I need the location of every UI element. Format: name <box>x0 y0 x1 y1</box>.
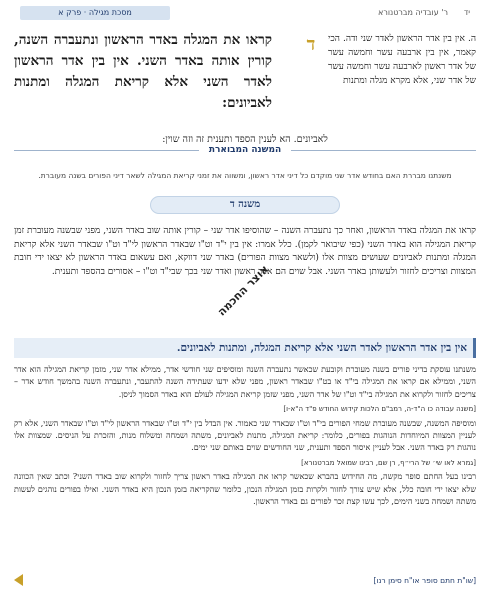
explained-mishna <box>14 225 476 279</box>
watermark-stamp: אוצר החכמה <box>215 262 272 319</box>
commentary-continuation: לאביונים. הא לענין הספד ותענית זה וזה שוין: <box>162 134 328 145</box>
mishna-letter: ד <box>306 34 316 55</box>
commentary <box>14 364 476 510</box>
commentary-paragraph: רבינו בעל החתם סופר מקשה, מה החידוש בהברא שכאשר קראו את המגילה באדר ראשון צריך לחזור ולקרוא שוב באדר השני? וכתב שאין הכוונה שלא יצאו ידי חובה כלל, אלא שיש צורך לחזור ולקרות בזמן המגילה הנכון, כלומר שהקריאה בזמן הנכון היא באדר השני. ואילו בפורים נוהגים לעשות משתה ושמחה בשני הימים, לכך עשו קצת זכר לפורים גם באדר הראשון. <box>14 472 476 507</box>
explained-paragraph: קראו את המגלה באדר הראשון, ואחר כך נתעברה השנה – שהוסיפו אדר שני – קורין אותה שוב באדר השני, מפני שבשנה מעוברת זמן קריאת המגילה הוא באדר השני (כפי שיבואר לקמן). כלל אמרו: אין בין י"ד וט"ו שבאדר הראשון לי"ד וט"ו שבאדר השני אלא קריאת המגלה ומתנות לאביונים שעושים מצוות אלו (ולשאר מצוות הפורים) באדר שני דווקא, ואם עשאום באדר הראשון לא יצאו ידי חובת המצוות וצריכים לחזור ולעשותן באדר השני. אבל שוים הם אדר ראשון ואדר שני בכך שבי"ד וט"ו – אסורים בהספד ותענית. <box>14 226 476 277</box>
section-intro: משנתנו מבררת האם בחודש אדר שני מוקדם כל דיני אדר ראשון, ומשווה את זמני קריאת המגילה לשאר דיני הפורים בשנה מעוברת. <box>38 171 452 180</box>
mishna-number-label: משנה ד <box>150 196 340 214</box>
section-title: המשנה המבוארת <box>208 145 282 155</box>
source-reference: [משנה עבודה כו ה"ד-ה, רמב"ם הלכות קידוש החודש פ"ד ה"א-ו] <box>283 405 476 414</box>
page-number: יד <box>463 8 470 17</box>
tractate-label: מסכת מגילה · פרק א <box>20 6 170 20</box>
ornament-line-right <box>291 150 476 151</box>
commentator-name: ר' עובדיה מברטנורא <box>377 8 448 17</box>
section-ornament <box>14 142 476 158</box>
source-reference: [גמרא לאו שי׳ של הרי״ף, רן שם, רבינו שמואל מברטנורא] <box>301 458 476 467</box>
bartenura-commentary: ה. אין בין אדר הראשון לאדר שני ודה. הכי קאמר, אין בין ארבעה עשר וחמשה עשר של אדר ראשון לארבעה עשר וחמשה עשר של אדר שני, אלא מקרא מגלה ומתנות <box>328 34 476 86</box>
commentary-paragraph: ומוסיפה המשנה, שבשנה מעוברת שמחי הפורים בי"ד וט"ו שבאדר שני כאמור. אין הבדל בין י"ד וט"ו שבאדר הראשון לי"ד וט"ו שבאדר השני, אלא רק לעניין המצוות המיוחדות הנוהגות בפורים, כלומר: קריאת המגילה, מתנות לאביונים, משתה ושמחה ומשלוח מנות, והזכרת על הניסים. שמצוות אלו נוהגות רק באדר השני. אבל לעניין איסור הספד ותענית, שני החודשים שוים באותם שני ימים. <box>14 418 476 453</box>
commentary-paragraph: משנתנו עוסקת בדיני פורים בשנה מעוברת וקובעת שכאשר נתעברה השנה ומוסיפים שני חודשי אדר, ממילא אדר שני, מזמן קריאת המגילה הוא אדר השני, וממילא אם קראו את המגילה בי"ד או בט"ו שבאדר ראשון, מפני שלא ידעו שעתידה השנה להתעבר, ונתעברה השנה בהמשך חודש אדר – צריכים לחזור ולקרוא את המגילה בי"ד וט"ו של אדר השני, מפני שזמן קריאת המגילה לעולם הוא באדר הסמוך לניסן. <box>14 365 476 399</box>
running-header <box>20 6 470 22</box>
page-arrow-icon <box>14 574 23 586</box>
mishna-text: קראו את המגלה באדר הראשון ונתעברה השנה, קורין אותה באדר השני. אין בין אדר הראשון לאדר השני אלא קריאת המגלה ומתנות לאביונים: <box>14 32 272 111</box>
highlight-heading: אין בין אדר הראשון לאדר השני אלא קריאת המגלה, ומתנות לאביונים. <box>14 338 476 358</box>
ornament-line-left <box>14 150 199 151</box>
footer-reference: [שו"ת חתם סופר או"ח סימן רנו] <box>373 576 476 585</box>
